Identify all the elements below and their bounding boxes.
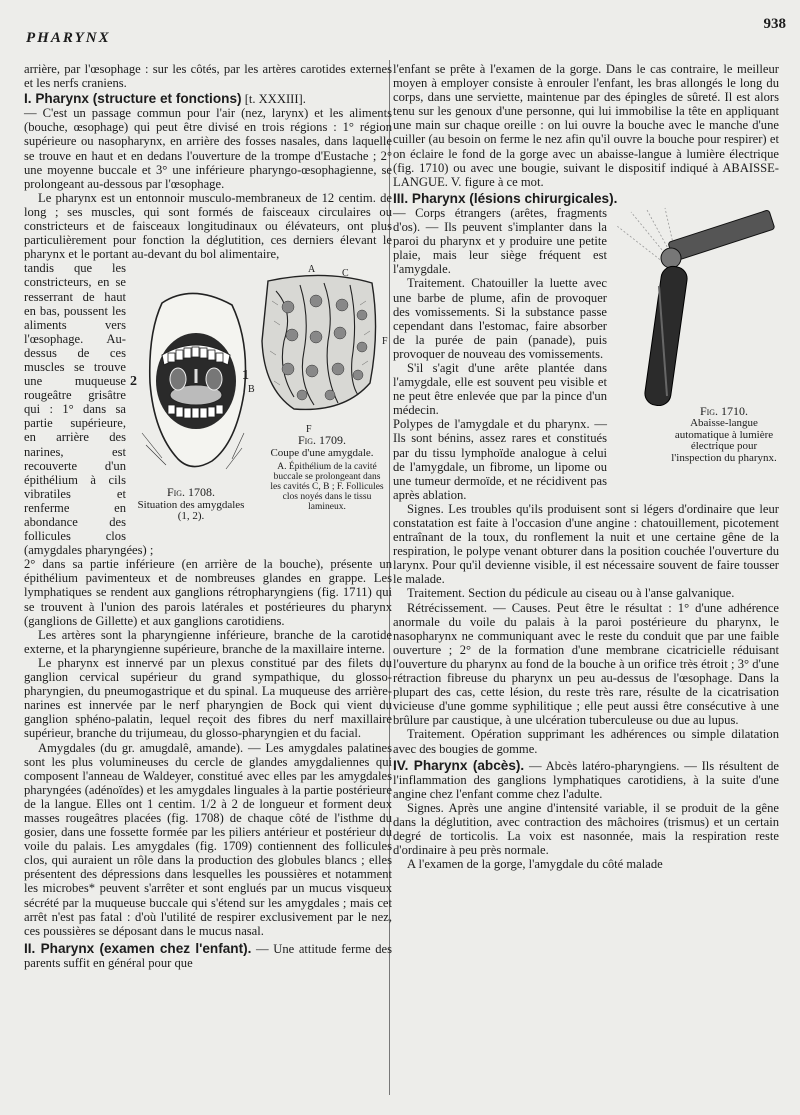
figure-1710-caption [671,403,777,465]
section-title: IV. Pharynx (abcès). [393,757,525,773]
right-column [393,62,779,871]
paragraph: A l'examen de la gorge, l'amygdale du côté malade [407,857,663,872]
section-ref: [t. XXXIII]. [241,92,306,107]
paragraph: Le pharynx est innervé par un plexus constitué par des filets du ganglion cervical supérieur du grand sympathique, du glosso-pharyngien, du pneumogastrique et du spinal. La muqueuse des arrière-narines est innervée par le nerf pharyngien de Bock qui vient du ganglion sphéno-palatin, lequel reçoit des fibres du nerf maxillaire supérieur, branche du trijumeau, du glosso-pharyngien et du facial. [24,655,392,741]
figure-label-C: C [342,268,349,280]
page-number: 938 [763,16,786,32]
paragraph: Polypes de l'amygdale et du pharynx. — Ils sont bénins, assez rares et constitués par du tissu lymphoïde analogue à celui de l'amygdale, un fibrome, un lipome ou une tumeur dermoïde, et ne récidivent pas après ablation. [393,417,607,502]
section-title: I. Pharynx (structure et fonctions) [24,91,242,107]
paragraph: l'enfant se prête à l'examen de la gorge. Dans le cas contraire, le meilleur moyen à employer consiste à enrouler l'enfant, les bras allongés le long du corps, dans une serviette, maintenue par des épingles de sûreté. Il est alors tenu sur les genoux d'une personne, qui lui immobilise la tête en appliquant une main sur chaque oreille : on lui ouvre la bouche avec le manche d'une cuiller (au besoin on ferme le nez afin qu'il ouvre la bouche pour respirer) et on éclaire le fond de la gorge avec un abaisse-langue à lumière électrique (fig. 1710) ou avec une bougie, suivant le dispositif indiqué à ABAISSE-LANGUE. V. figure à ce mot. [393,62,779,189]
left-column [24,62,392,970]
paragraph: arrière, par l'œsophage : sur les côtés, par les artères carotides externes et les nerfs craniens. [24,62,392,91]
paragraph: 2° dans sa partie inférieure (en arrière de la bouche), présente un épithélium pavimenteux et de nombreuses glandes en grappe. Les lymphatiques se rendent aux ganglions rétropharyngiens (fig. 1711) qui se trouvent à l'union des parois latérales et postérieures du pharynx (ganglions de Gillette) et aux ganglions carotidiens. [24,557,392,628]
tonsil-section-illustration [254,271,384,421]
paragraph: Traitement. Section du pédicule au ciseau ou à l'anse galvanique. [407,586,735,601]
paragraph: Signes. Après une angine d'intensité variable, il se produit de la gêne dans la déglutition, avec contraction des mâchoires (trismus) et un certain degré de torticolis. La voix est nasonnée, mais la respiration reste d'ordinaire à peu près normale. [393,800,779,858]
paragraph: — Abcès latéro-pharyngiens. — Ils résultent de l'inflammation des ganglions lymphatiques carotidiens, à la suite d'une angine chez l'enfant comme chez l'adulte. [393,758,779,801]
paragraph: tandis que les constricteurs, en se resserrant de haut en bas, poussent les aliments vers l'œsophage. Au-dessus de ces muscles se trouve une muqueuse rougeâtre grisâtre qui : 1° dans sa partie supérieure, en arrière des narines, est recouverte d'un épithélium à cils vibratiles et renferme en abondance des follicules clos (amygdales pharyngées) ; [24,261,154,558]
figure-pair-1708-1709 [130,263,392,531]
figure-label-F-right: F [382,336,388,348]
figure-label-F-bottom: F [306,424,312,436]
paragraph: Amygdales (du gr. amugdalê, amande). — Les amygdales palatines sont les plus volumineuses du cercle de glandes amygdaliennes qui composent l'anneau de Waldeyer, constitué avec elles par les amygdales pharyngées (adénoïdes) et les amygdales linguales à la partie postérieure de la langue. Elles ont 1 centim. 1/2 à 2 de longueur et forment deux masses rougeâtres placées (fig. 1708) de chaque côté de l'isthme du gosier, dans une fossette formée par les piliers antérieur et postérieur du voile du palais. Les amygdales (fig. 1709) contiennent des follicules clos, qui auraient un rôle dans la production des globules blancs ; elles présentent des dépressions dans lesquelles les poussières et notamment les microbes* peuvent s'arrêter et sont englués par un mucus visqueux sécrété par la muqueuse buccale qui s'étend sur les amygdales ; mais cet arrêt n'est pas fatal : d'où l'utilité de respirer exclusivement par le nez, ces poussières se déposant dans le mucus nasal. [24,740,392,938]
figure-1708-text: Situation des amygdales (1, 2). [137,498,245,523]
paragraph: — C'est un passage commun pour l'air (nez, larynx) et les aliments (bouche, œsophage) qui peut être divisé en trois régions : 1° région supérieure ou nasopharynx, en arrière des fosses nasales, dans laquelle se trouve en haut et en dedans l'ouverture de la trompe d'Eustache ; 2° une moyenne buccale et 3° une inférieure pharyngo-œsophagienne, se prolongeant au-dessous par l'œsophage. [24,106,392,191]
figure-1709-legend: A. Épithélium de la cavité buccale se prolongeant dans les cavités C, B ; F. Follicules clos noyés dans le tissu lamineux. [270,462,384,512]
figure-1708-title: Fig. 1708. [166,485,216,500]
section-title: II. Pharynx (examen chez l'enfant). [24,940,252,956]
section-heading [24,92,392,106]
section-title: III. Pharynx (lésions chirurgicales). [393,190,618,206]
mouth-illustration [132,283,252,483]
section-heading [393,192,779,206]
figure-label-A: A [308,264,316,276]
paragraph: S'il s'agit d'une arête plantée dans l'amygdale, elle est souvent peu visible et ne peut être enlevée que par la pince d'un médecin. [393,360,607,418]
figure-1709-title: Fig. 1709. [297,433,347,448]
figure-1710-title: Fig. 1710. [699,403,749,418]
figure-1709-caption [266,435,378,459]
paragraph: Traitement. Chatouiller la luette avec une barbe de plume, afin de provoquer des vomissements. Si la substance passe cependant dans l'estomac, faire absorber de la purée de pain (panade), puis provoquer de nouveau des vomissements. [393,276,607,361]
figure-label-1: 1 [242,368,249,384]
figure-1710-text: Abaisse-langue automatique à lumière électrique pour l'inspection du pharynx. [671,417,777,464]
figure-1710 [611,206,779,490]
paragraph: — Une attitude ferme des parents suffit en général pour que [24,941,392,970]
figure-label-2: 2 [130,374,137,390]
paragraph: Rétrécissement. — Causes. Peut être le résultat : 1° d'une adhérence anormale du voile du palais à la paroi postérieure du pharynx, le nasopharynx ne communiquant avec le reste du conduit que par une faible ouverture ; 2° de la formation d'une membrane cicatricielle réduisant l'ouverture du pharynx au fond de la bouche à un orifice très étroit ; 3° d'une rétraction fibreuse du pharynx un peu au-dessus de l'œsophage. Dans la plupart des cas, cette lésion, du reste très rare, résulte de la cicatrisation vicieuse d'une gomme syphilitique ; elle peut aussi être consécutive à une brûlure par caustique, à une ulcération tuberculeuse ou due au lupus. [393,600,779,728]
paragraph: Les artères sont la pharyngienne inférieure, branche de la carotide externe, et la pharyngienne supérieure, branche de la maxillaire interne. [24,627,392,656]
paragraph: — Corps étrangers (arêtes, fragments d'os). — Ils peuvent s'implanter dans la paroi du pharynx et y produire une petite plaie, mais leur siège fréquent est l'amygdale. [393,205,607,277]
running-header: PHARYNX [26,30,111,46]
paragraph: Le pharynx est un entonnoir musculo-membraneux de 12 centim. de long ; ses muscles, qui sont formés de faisceaux circulaires ou constricteurs et de faisceaux longitudinaux ou élévateurs, ont plus particulièrement pour fonction la déglutition, ces derniers élevant le pharynx et le portant au-devant du bol alimentaire, [24,190,392,262]
figure-label-B: B [248,384,255,396]
figure-1709-text: Coupe d'une amygdale. [270,446,374,459]
paragraph: Traitement. Opération supprimant les adhérences ou simple dilatation avec des bougies de gomme. [393,727,779,756]
section-heading [393,759,779,801]
section-heading [24,942,392,970]
tongue-depressor-illustration [611,206,779,406]
figure-1708-caption [132,487,250,523]
paragraph: Signes. Les troubles qu'ils produisent sont si légers d'ordinaire que leur constatation est faite à l'occasion d'une angine : chatouillement, picotement entraînant de la toux, du ronflement la nuit et une certaine gêne de la respiration, le polype venant obturer dans la position couchée l'ouverture du larynx. Pour qu'il devienne visible, il est nécessaire souvent de faire tousser le malade. [393,501,779,587]
